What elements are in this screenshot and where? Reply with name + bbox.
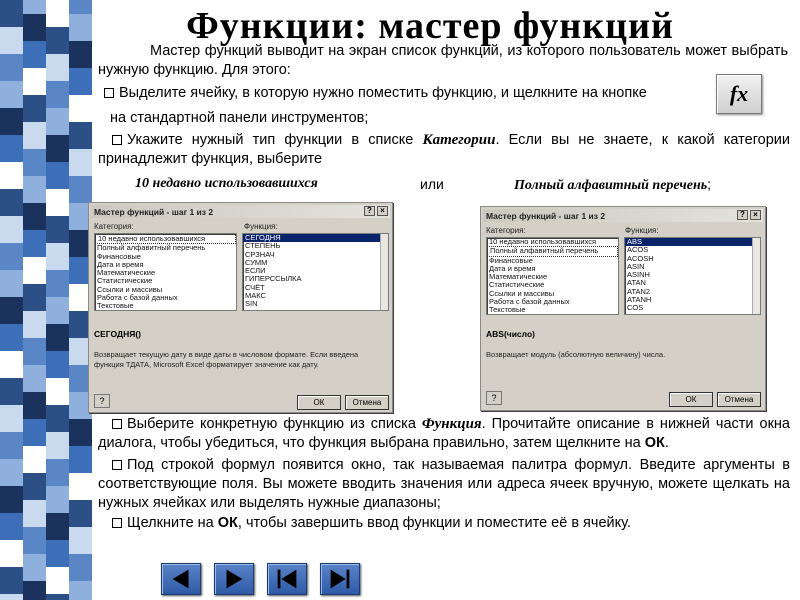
stripe-block — [0, 351, 23, 378]
stripe-block — [69, 554, 92, 581]
list-item[interactable]: СРЗНАЧ — [245, 249, 275, 259]
function-label: Функция: — [625, 226, 659, 235]
stripe-block — [23, 176, 46, 203]
function-description: Возвращает модуль (абсолютную величину) числа. — [486, 350, 666, 359]
stripe-block — [0, 81, 23, 108]
stripe-block — [46, 540, 69, 567]
stripe-block — [46, 513, 69, 540]
stripe-block — [69, 581, 92, 600]
list-item[interactable]: Финансовые — [489, 255, 533, 265]
stripe-block — [23, 257, 46, 284]
stripe-block — [46, 351, 69, 378]
list-item[interactable]: COS — [627, 303, 644, 313]
page-title: Функции: мастер функций — [186, 5, 674, 47]
nav-prev-button[interactable] — [161, 563, 201, 595]
bullet-4: Под строкой формул появится окно, так называемая палитра формул. Введите аргументы в соответствующие поля. Вы можете вводить значения или адреса ячеек вручную, можете щелкать на нужных ячейках или выделять нужные диапазоны; — [98, 457, 790, 511]
list-item[interactable]: СУММ — [245, 257, 268, 267]
stripe-block — [23, 68, 46, 95]
stripe-block — [46, 135, 69, 162]
ok-button[interactable]: ОК — [297, 395, 341, 410]
option-or: или — [420, 176, 444, 192]
stripe-block — [0, 162, 23, 189]
list-item[interactable]: СЕГОДНЯ — [243, 234, 388, 242]
list-item[interactable]: Дата и время — [97, 259, 144, 269]
stripe-block — [23, 446, 46, 473]
stripe-block — [46, 486, 69, 513]
stripe-block — [46, 297, 69, 324]
category-list[interactable] — [94, 233, 237, 311]
function-wizard-dialog-alphabetical — [480, 206, 766, 411]
category-label: Категория: — [94, 222, 134, 231]
list-item[interactable]: Текстовые — [97, 301, 134, 311]
list-item[interactable]: Финансовые — [97, 251, 141, 261]
stripe-block — [69, 68, 92, 95]
scrollbar[interactable] — [380, 234, 388, 310]
help-icon[interactable]: ? — [364, 206, 375, 216]
stripe-block — [46, 0, 69, 27]
bullet-square-icon — [112, 460, 122, 470]
categories-term: Категории — [422, 132, 496, 148]
cancel-button[interactable]: Отмена — [717, 392, 761, 407]
function-description: Возвращает текущую дату в виде даты в числовом формате. Если введена функция ТДАТА, Microsoft Excel форматирует значение как дату. — [94, 350, 359, 369]
function-wizard-dialog-recent — [88, 202, 393, 413]
stripe-block — [23, 122, 46, 149]
stripe-block — [0, 243, 23, 270]
stripe-block — [69, 14, 92, 41]
ok-button[interactable]: ОК — [669, 392, 713, 407]
list-item[interactable]: Статистические — [489, 280, 545, 290]
bullet-1-continued: на стандартной панели инструментов; — [110, 110, 369, 126]
intro-text: Мастер функций выводит на экран список функций, из которого пользователь может выбрать нужную функцию. Для этого: — [98, 43, 788, 78]
list-item[interactable]: Текстовые — [489, 305, 526, 315]
stripe-block — [69, 176, 92, 203]
stripe-block — [46, 324, 69, 351]
stripe-block — [23, 284, 46, 311]
nav-first-icon — [268, 564, 306, 594]
stripe-block — [0, 567, 23, 594]
nav-prev-icon — [162, 564, 200, 594]
stripe-block — [0, 594, 23, 600]
bullet-1-text: Выделите ячейку, в которую нужно поместить функцию, и щелкните на кнопке — [119, 85, 647, 101]
stripe-block — [46, 243, 69, 270]
bullet-2: Укажите нужный тип функции в списке Категории. Если вы не знаете, к какой категории принадлежит функция, выберите — [98, 132, 791, 167]
stripe-block — [69, 41, 92, 68]
dialog-title-bar: Мастер функций - шаг 1 из 2 ? × — [91, 205, 390, 218]
stripe-block — [23, 419, 46, 446]
stripe-block — [23, 14, 46, 41]
bullet-square-icon — [112, 419, 122, 429]
close-icon[interactable]: × — [377, 206, 388, 216]
stripe-block — [23, 311, 46, 338]
stripe-block — [0, 324, 23, 351]
stripe-block — [0, 486, 23, 513]
stripe-block — [46, 432, 69, 459]
list-item[interactable]: ЕСЛИ — [245, 266, 266, 276]
stripe-block — [23, 581, 46, 600]
list-item[interactable]: Полный алфавитный перечень — [487, 246, 618, 256]
stripe-block — [69, 95, 92, 122]
option-full-list: Полный алфавитный перечень; — [514, 176, 712, 193]
stripe-block — [69, 149, 92, 176]
category-label: Категория: — [486, 226, 526, 235]
stripe-block — [46, 108, 69, 135]
list-item[interactable]: ACOSH — [627, 253, 654, 263]
list-item[interactable]: ABS — [625, 238, 760, 246]
stripe-block — [0, 297, 23, 324]
stripe-block — [23, 473, 46, 500]
list-item[interactable]: ASIN — [627, 261, 645, 271]
stripe-block — [23, 203, 46, 230]
stripe-block — [0, 270, 23, 297]
stripe-block — [69, 122, 92, 149]
stripe-block — [46, 270, 69, 297]
bullet-square-icon — [112, 135, 122, 145]
help-button[interactable]: ? — [94, 394, 110, 408]
stripe-block — [0, 135, 23, 162]
function-signature: СЕГОДНЯ() — [94, 329, 141, 339]
stripe-block — [46, 216, 69, 243]
stripe-block — [23, 392, 46, 419]
list-item[interactable]: 10 недавно использовавшихся — [95, 234, 236, 244]
list-item[interactable]: Дата и время — [489, 263, 536, 273]
stripe-block — [46, 405, 69, 432]
stripe-block — [23, 41, 46, 68]
stripe-block — [46, 459, 69, 486]
list-item[interactable]: Статистические — [97, 276, 153, 286]
stripe-block — [0, 0, 23, 27]
list-item[interactable]: ГИПЕРССЫЛКА — [245, 274, 302, 284]
list-item[interactable]: ACOS — [627, 245, 649, 255]
stripe-block — [46, 162, 69, 189]
stripe-block — [23, 527, 46, 554]
stripe-block — [69, 0, 92, 14]
stripe-block — [0, 513, 23, 540]
stripe-block — [23, 230, 46, 257]
stripe-block — [0, 216, 23, 243]
bullet-square-icon — [112, 518, 122, 528]
list-item[interactable]: SIN — [245, 299, 258, 309]
stripe-block — [23, 149, 46, 176]
list-item[interactable]: Работа с базой данных — [97, 293, 178, 303]
nav-first-button[interactable] — [267, 563, 307, 595]
stripe-block — [46, 81, 69, 108]
stripe-block — [23, 95, 46, 122]
bullet-3: Выберите конкретную функцию из списка Функция. Прочитайте описание в нижней части окна диалога, чтобы убедиться, что функция выбрана правильно, затем щелкните на ОК. — [98, 416, 790, 451]
stripe-block — [0, 378, 23, 405]
list-item[interactable]: МАКС — [245, 291, 266, 301]
bullet-5: Щелкните на ОК, чтобы завершить ввод функции и поместите её в ячейку. — [112, 514, 788, 533]
function-list[interactable] — [242, 233, 389, 311]
stripe-block — [46, 378, 69, 405]
list-item[interactable]: Математические — [97, 268, 156, 278]
nav-next-button[interactable] — [214, 563, 254, 595]
list-item[interactable]: СЧЁТ — [245, 282, 265, 292]
scrollbar[interactable] — [752, 238, 760, 314]
stripe-block — [46, 54, 69, 81]
stripe-block — [23, 554, 46, 581]
nav-next-icon — [215, 564, 253, 594]
stripe-block — [0, 459, 23, 486]
stripe-block — [69, 446, 92, 473]
stripe-column — [23, 0, 46, 600]
function-list[interactable] — [624, 237, 761, 315]
function-term: Функция — [421, 416, 482, 432]
stripe-block — [46, 594, 69, 600]
nav-last-icon — [321, 564, 359, 594]
stripe-block — [46, 567, 69, 594]
stripe-block — [69, 473, 92, 500]
stripe-block — [0, 405, 23, 432]
stripe-column — [0, 0, 23, 600]
bullet-square-icon — [104, 88, 114, 98]
stripe-block — [46, 27, 69, 54]
list-item[interactable]: Работа с базой данных — [489, 297, 570, 307]
function-signature: ABS(число) — [486, 329, 535, 339]
option-recent: 10 недавно использовавшихся — [135, 176, 318, 191]
stripe-block — [69, 419, 92, 446]
help-icon[interactable]: ? — [737, 210, 748, 220]
stripe-block — [0, 189, 23, 216]
stripe-block — [0, 108, 23, 135]
bullet-1 — [104, 84, 714, 103]
stripe-block — [0, 540, 23, 567]
insert-function-icon[interactable]: fx — [716, 74, 762, 114]
list-item[interactable]: 10 недавно использовавшихся — [489, 237, 597, 246]
function-label: Функция: — [244, 222, 278, 231]
cancel-button[interactable]: Отмена — [345, 395, 389, 410]
help-button[interactable]: ? — [486, 391, 502, 405]
dialog-title-bar: Мастер функций - шаг 1 из 2 ? × — [483, 209, 763, 222]
stripe-block — [0, 54, 23, 81]
stripe-block — [0, 432, 23, 459]
stripe-block — [23, 365, 46, 392]
stripe-block — [46, 189, 69, 216]
list-item[interactable]: Математические — [489, 272, 548, 282]
stripe-block — [23, 338, 46, 365]
close-icon[interactable]: × — [750, 210, 761, 220]
stripe-column — [46, 0, 69, 600]
stripe-block — [69, 527, 92, 554]
list-item[interactable]: ATAN — [627, 278, 646, 288]
list-item[interactable]: Полный алфавитный перечень — [97, 243, 206, 253]
list-item[interactable]: ASINH — [627, 270, 650, 280]
list-item[interactable]: СТЕПЕНЬ — [245, 241, 281, 251]
list-item[interactable]: ATANH — [627, 295, 652, 305]
stripe-block — [23, 0, 46, 14]
list-item[interactable]: ATAN2 — [627, 286, 651, 296]
list-item[interactable]: Ссылки и массивы — [97, 284, 163, 294]
category-list[interactable] — [486, 237, 619, 315]
decorative-stripe — [0, 0, 92, 600]
stripe-block — [69, 500, 92, 527]
stripe-block — [23, 500, 46, 527]
list-item[interactable]: Ссылки и массивы — [489, 288, 555, 298]
stripe-block — [0, 27, 23, 54]
nav-last-button[interactable] — [320, 563, 360, 595]
